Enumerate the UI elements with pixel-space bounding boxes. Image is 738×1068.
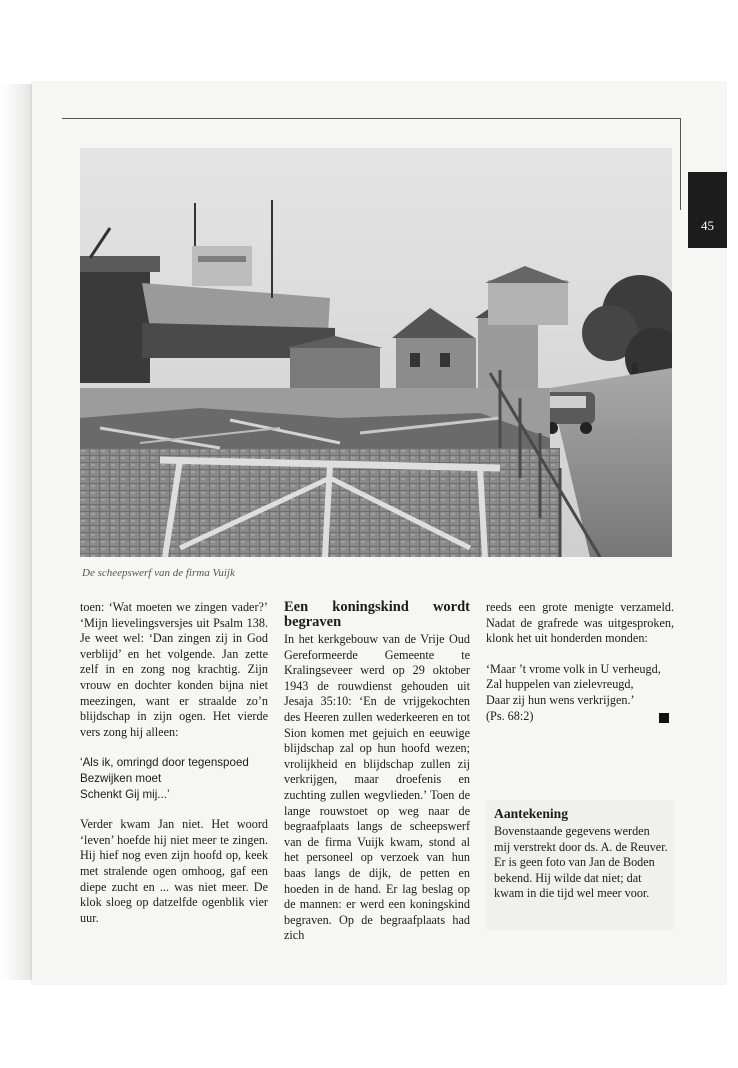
- column-3: [486, 600, 674, 724]
- note-title: Aantekening: [494, 806, 569, 821]
- column-2: [284, 600, 470, 959]
- right-rule: [680, 118, 681, 210]
- psalm-verse-line: Zal huppelen van zielevreugd,: [486, 677, 634, 692]
- top-rule: [62, 118, 680, 119]
- note-line-1: Bovenstaande gegevens werden mij verstrekt door ds. A. de Reuver.: [494, 824, 668, 854]
- shipyard-photo-graphic: [80, 148, 672, 557]
- psalm-verse: [486, 662, 674, 724]
- column-1: [80, 600, 268, 941]
- end-of-article-mark: [659, 713, 669, 723]
- column-1-paragraph-2: Verder kwam Jan niet. Het woord ‘leven’ hoefde hij niet meer te zingen. Hij hief nog even zijn hoofd op, keek met stralende ogen omhoog, gaf een diepe zucht en ... was niet meer. De klok sloeg op datzelfde ogenblik vier uur.: [80, 817, 268, 925]
- note-line-2: Er is geen foto van Jan de Boden bekend. Hij wilde dat niet; dat kwam in die tijd wel meer voor.: [494, 855, 655, 901]
- psalm-verse-line: ‘Maar ’t vrome volk in U verheugd,: [486, 661, 661, 676]
- psalm-quote-line: Schenkt Gij mij...’: [80, 787, 170, 801]
- photo-caption: De scheepswerf van de firma Vuijk: [82, 567, 235, 579]
- column-3-paragraph: reeds een grote menigte verzameld. Nadat de grafrede was uitgesproken, klonk het uit honderden monden:: [486, 600, 674, 646]
- psalm-quote-line: Bezwijken moet: [80, 771, 162, 785]
- section-heading: Een koningskind wordt begraven: [284, 599, 470, 630]
- page-number: 45: [701, 218, 714, 233]
- column-1-paragraph-1: toen: ‘Wat moeten we zingen vader?’ ‘Mijn lievelingsversjes uit Psalm 138. Je weet wel: ‘Dan zingen zij in God verblijd’ en het volgende. Jan zette zelf in en zong nog krachtig. Zijn vrouw en dochter konden bijna niet meezingen, want er straalde zo’n blijdschap in zijn ogen. Het vierde vers zong hij alleen:: [80, 600, 268, 739]
- psalm-quote-line: ‘Als ik, omringd door tegenspoed: [80, 756, 249, 770]
- page-number-tab: [688, 172, 727, 248]
- column-2-paragraph: In het kerkgebouw van de Vrije Oud Gereformeerde Gemeente te Kralingseveer werd op 29 oktober 1943 de rouwdienst gehouden uit Jesaja 35:10: ‘En de vrijgekochten des Heeren zullen wederkeeren en tot Sion komen met gejuich en eeuwige blijdschap zal op hun hoofd wezen; vrolijkheid en blijdschap zullen zij verkrijgen, maar droefenis en zuchting zullen wegvlieden.’ Toen de lange rouwstoet op weg naar de begraafplaats langs de scheepswerf van de firma Vuijk kwam, stond al het personeel op verzoek van hun baas langs de dijk, de petten en hoeden in de hand. Er lag beslag op de mannen: er werd een koningskind begraven. Op de begraafplaats had zich: [284, 632, 470, 943]
- psalm-quote: [80, 755, 268, 802]
- psalm-reference: (Ps. 68:2): [486, 708, 534, 723]
- shipyard-photo: [80, 148, 672, 557]
- note-box: [486, 800, 674, 930]
- psalm-verse-line: Daar zij hun wens verkrijgen.’: [486, 692, 635, 707]
- book-spine-shadow: [0, 84, 32, 980]
- note-body: [494, 824, 668, 902]
